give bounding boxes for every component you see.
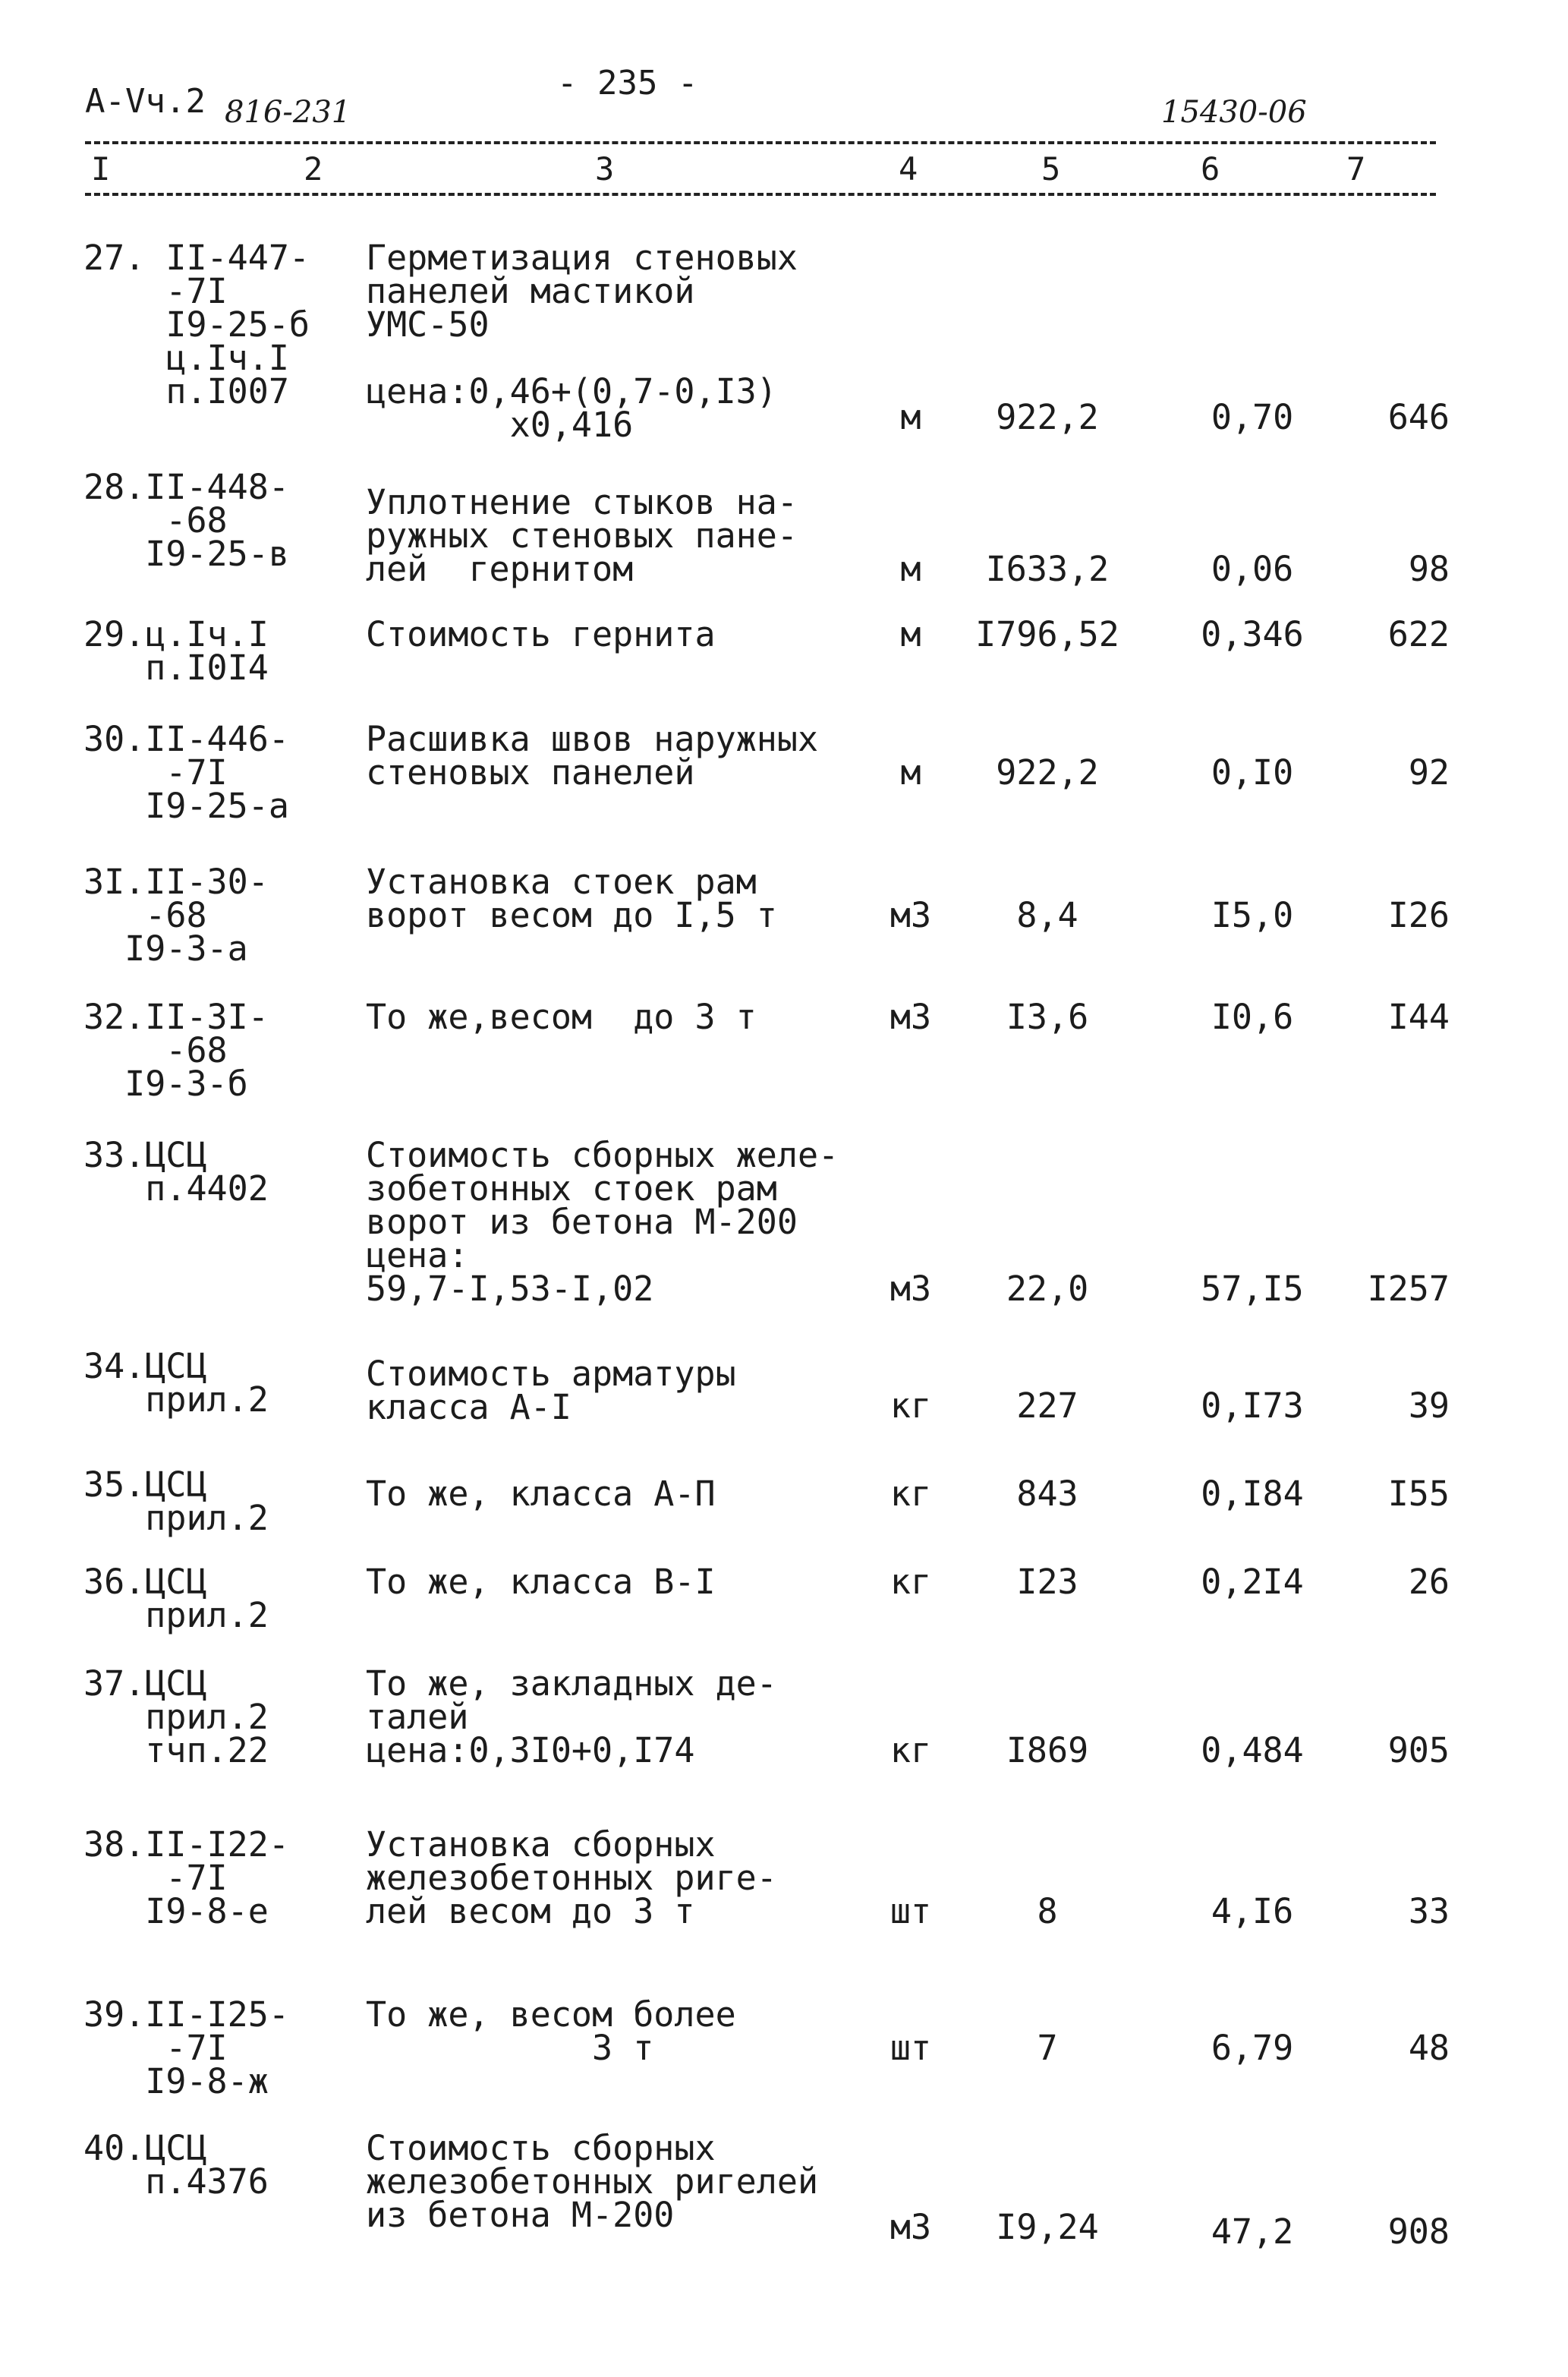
row-total: I26 — [1387, 895, 1450, 935]
row-unit: шт — [889, 2028, 932, 2068]
row-total: 622 — [1387, 614, 1450, 654]
row-description: То же, класса В-I — [366, 1562, 716, 1602]
row-price: 47,2 — [1211, 2211, 1294, 2252]
row-unit: кг — [889, 1730, 932, 1770]
series-label: А-Vч.2 — [85, 82, 206, 121]
row-quantity: 22,0 — [1006, 1269, 1089, 1309]
row-quantity: 227 — [1016, 1386, 1078, 1426]
row-code: 32.II-3I- -68 I9-3-б — [83, 997, 269, 1104]
row-total: 646 — [1387, 397, 1450, 437]
row-code: 36.ЦСЦ прил.2 — [83, 1562, 269, 1635]
row-unit: м — [900, 549, 921, 589]
row-description: Стоимость гернита — [366, 614, 716, 654]
row-total: 905 — [1387, 1730, 1450, 1770]
row-unit: кг — [889, 1562, 932, 1602]
row-description: То же,весом до 3 т — [366, 997, 757, 1037]
row-description: Уплотнение стыков на- ружных стеновых пане- лей гернитом — [366, 482, 798, 589]
row-code: 38.II-I22- -7I I9-8-е — [83, 1824, 289, 1931]
row-quantity: 7 — [1037, 2028, 1058, 2068]
column-number-6: 6 — [1201, 150, 1220, 188]
row-code: 35.ЦСЦ прил.2 — [83, 1464, 269, 1538]
row-description: Расшивка швов наружных стеновых панелей — [366, 719, 819, 793]
row-price: 0,I0 — [1211, 752, 1294, 793]
row-total: 92 — [1408, 752, 1450, 793]
row-description: Стоимость сборных железобетонных ригелей из бетона М-200 — [366, 2128, 819, 2235]
row-price: 0,2I4 — [1201, 1562, 1304, 1602]
header-dashed-line-top — [85, 141, 1436, 144]
row-total: 908 — [1387, 2211, 1450, 2252]
row-unit: кг — [889, 1474, 932, 1514]
row-quantity: I633,2 — [985, 549, 1110, 589]
row-total: 26 — [1408, 1562, 1450, 1602]
handwritten-right-number: 15430-06 — [1161, 95, 1307, 130]
row-price: 0,346 — [1201, 614, 1304, 654]
row-code: 37.ЦСЦ прил.2 тчп.22 — [83, 1663, 269, 1770]
row-description: То же, весом более 3 т — [366, 1994, 736, 2068]
row-price: I0,6 — [1211, 997, 1294, 1037]
row-total: 39 — [1408, 1386, 1450, 1426]
row-description: Установка сборных железобетонных риге- лей весом до 3 т — [366, 1824, 777, 1931]
row-price: 4,I6 — [1211, 1891, 1294, 1931]
row-code: 28.II-448- -68 I9-25-в — [83, 467, 289, 574]
row-description: Стоимость арматуры класса А-I — [366, 1354, 736, 1427]
column-number-4: 4 — [899, 150, 918, 188]
row-price: 0,484 — [1201, 1730, 1304, 1770]
page-number: - 235 - — [557, 64, 698, 102]
row-total: 98 — [1408, 549, 1450, 589]
row-code: 30.II-446- -7I I9-25-а — [83, 719, 289, 826]
row-quantity: I796,52 — [975, 614, 1119, 654]
row-code: 39.II-I25- -7I I9-8-ж — [83, 1994, 289, 2101]
row-quantity: 922,2 — [996, 397, 1099, 437]
row-total: I55 — [1387, 1474, 1450, 1514]
row-description: Установка стоек рам ворот весом до I,5 т — [366, 862, 777, 935]
row-unit: м3 — [889, 997, 932, 1037]
row-unit: шт — [889, 1891, 932, 1931]
column-number-2: 2 — [304, 150, 323, 188]
row-price: I5,0 — [1211, 895, 1294, 935]
column-number-7: 7 — [1346, 150, 1366, 188]
row-price: 0,I73 — [1201, 1386, 1304, 1426]
row-code: 34.ЦСЦ прил.2 — [83, 1346, 269, 1420]
row-quantity: 922,2 — [996, 752, 1099, 793]
row-total: I257 — [1367, 1269, 1450, 1309]
column-number-5: 5 — [1041, 150, 1061, 188]
row-quantity: 8 — [1037, 1891, 1058, 1931]
row-price: 0,06 — [1211, 549, 1294, 589]
row-price: 6,79 — [1211, 2028, 1294, 2068]
row-total: I44 — [1387, 997, 1450, 1037]
row-code: 27. II-447- -7I I9-25-б ц.Iч.I п.I007 — [83, 238, 310, 411]
row-quantity: 8,4 — [1016, 895, 1078, 935]
column-number-3: 3 — [595, 150, 615, 188]
row-quantity: I869 — [1006, 1730, 1089, 1770]
row-quantity: 843 — [1016, 1474, 1078, 1514]
row-code: 29.ц.Iч.I п.I0I4 — [83, 614, 269, 688]
row-quantity: I3,6 — [1006, 997, 1089, 1037]
row-description: Стоимость сборных желе- зобетонных стоек рам ворот из бетона М-200 цена: 59,7-I,53-I,02 — [366, 1135, 839, 1309]
row-code: 3I.II-30- -68 I9-3-а — [83, 862, 269, 969]
row-unit: м — [900, 614, 921, 654]
row-unit: кг — [889, 1386, 932, 1426]
row-unit: м3 — [889, 895, 932, 935]
row-unit: м — [900, 752, 921, 793]
row-code: 40.ЦСЦ п.4376 — [83, 2128, 269, 2202]
row-quantity: I23 — [1016, 1562, 1078, 1602]
row-unit: м — [900, 397, 921, 437]
column-number-1: I — [91, 150, 111, 188]
row-quantity: I9,24 — [996, 2207, 1099, 2247]
row-description: То же, закладных де- талей цена:0,3I0+0,I74 — [366, 1663, 777, 1770]
row-unit: м3 — [889, 2207, 932, 2247]
row-code: 33.ЦСЦ п.4402 — [83, 1135, 269, 1209]
row-total: 48 — [1408, 2028, 1450, 2068]
handwritten-left-number: 816-231 — [225, 95, 351, 130]
header-dashed-line-bottom — [85, 193, 1436, 196]
row-unit: м3 — [889, 1269, 932, 1309]
row-total: 33 — [1408, 1891, 1450, 1931]
row-description: Герметизация стеновых панелей мастикой УМС-50 цена:0,46+(0,7-0,I3) x0,416 — [366, 238, 798, 445]
row-price: 57,I5 — [1201, 1269, 1304, 1309]
row-description: То же, класса А-П — [366, 1474, 716, 1514]
row-price: 0,70 — [1211, 397, 1294, 437]
row-price: 0,I84 — [1201, 1474, 1304, 1514]
